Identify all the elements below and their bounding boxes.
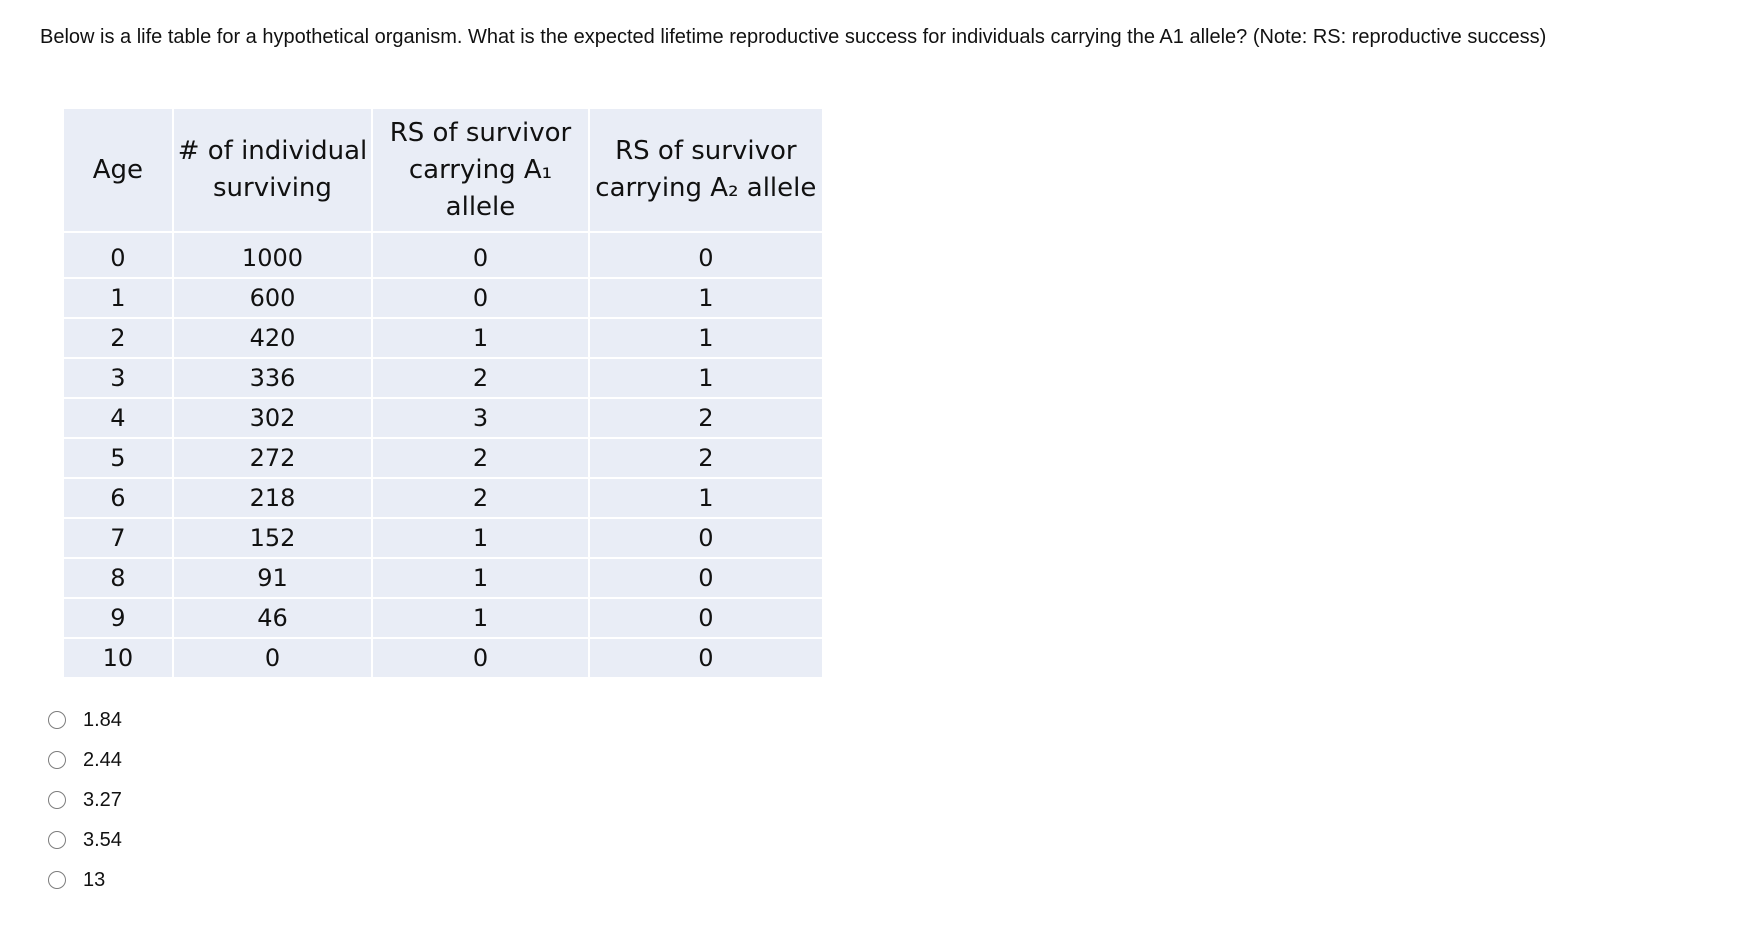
answer-option-label[interactable]: 3.54 [83,828,122,851]
cell-rs-a1: 1 [373,559,587,597]
life-table [62,107,824,679]
cell-surviving: 218 [174,479,372,517]
cell-rs-a1: 2 [373,359,587,397]
cell-age: 9 [64,599,172,637]
answer-options [48,700,122,900]
cell-rs-a1: 0 [373,279,587,317]
header-surviving [174,109,372,231]
cell-surviving: 336 [174,359,372,397]
header-surviving-line2: surviving [213,173,332,203]
cell-rs-a2: 2 [590,439,822,477]
header-rs-a2-line2: carrying A₂ allele [595,173,817,203]
cell-surviving: 420 [174,319,372,357]
cell-surviving: 152 [174,519,372,557]
answer-option[interactable] [48,860,122,900]
cell-rs-a2: 0 [590,519,822,557]
cell-rs-a2: 0 [590,639,822,677]
table-row [64,439,822,477]
cell-rs-a1: 3 [373,399,587,437]
answer-option-label[interactable]: 13 [83,868,106,891]
table-row [64,233,822,277]
cell-age: 1 [64,279,172,317]
table-row [64,639,822,677]
cell-rs-a1: 0 [373,639,587,677]
table-row [64,559,822,597]
answer-option-label[interactable]: 3.27 [83,788,122,811]
cell-rs-a2: 1 [590,359,822,397]
table-header-row [64,109,822,231]
cell-rs-a2: 1 [590,319,822,357]
cell-surviving: 302 [174,399,372,437]
header-rs-a2-line1: RS of survivor [615,136,797,166]
cell-age: 7 [64,519,172,557]
cell-rs-a2: 1 [590,479,822,517]
answer-option[interactable] [48,820,122,860]
answer-option-label[interactable]: 1.84 [83,708,122,731]
cell-age: 8 [64,559,172,597]
cell-rs-a1: 0 [373,233,587,277]
cell-surviving: 91 [174,559,372,597]
cell-rs-a2: 0 [590,233,822,277]
cell-rs-a2: 1 [590,279,822,317]
table-row [64,399,822,437]
answer-option[interactable] [48,780,122,820]
cell-age: 10 [64,639,172,677]
cell-rs-a1: 2 [373,439,587,477]
table-row [64,599,822,637]
header-rs-a1-line2: carrying A₁ allele [408,154,553,222]
table-row [64,279,822,317]
life-table-image [62,107,824,672]
radio-button[interactable] [48,831,66,849]
cell-surviving: 600 [174,279,372,317]
cell-rs-a2: 0 [590,559,822,597]
header-rs-a1 [373,109,587,231]
cell-rs-a2: 2 [590,399,822,437]
cell-age: 5 [64,439,172,477]
radio-button[interactable] [48,791,66,809]
table-row [64,319,822,357]
radio-button[interactable] [48,871,66,889]
question-text: Below is a life table for a hypothetical organism. What is the expected lifetime reproductive success for individuals carrying the A1 allele? (Note: RS: reproductive success) [40,26,1547,48]
radio-button[interactable] [48,711,66,729]
table-row [64,359,822,397]
cell-rs-a1: 1 [373,599,587,637]
radio-button[interactable] [48,751,66,769]
header-rs-a2 [590,109,822,231]
header-rs-a1-line1: RS of survivor [389,117,572,148]
cell-rs-a1: 2 [373,479,587,517]
header-surviving-line1: # of individual [177,136,368,166]
cell-age: 3 [64,359,172,397]
cell-age: 4 [64,399,172,437]
cell-age: 0 [64,233,172,277]
cell-rs-a2: 0 [590,599,822,637]
cell-surviving: 1000 [174,233,372,277]
cell-rs-a1: 1 [373,319,587,357]
answer-option-label[interactable]: 2.44 [83,748,122,771]
cell-rs-a1: 1 [373,519,587,557]
cell-surviving: 46 [174,599,372,637]
header-age [64,109,172,231]
table-row [64,479,822,517]
table-row [64,519,822,557]
cell-age: 6 [64,479,172,517]
answer-option[interactable] [48,700,122,740]
answer-option[interactable] [48,740,122,780]
header-age-label: Age [92,154,143,185]
cell-surviving: 272 [174,439,372,477]
cell-surviving: 0 [174,639,372,677]
cell-age: 2 [64,319,172,357]
